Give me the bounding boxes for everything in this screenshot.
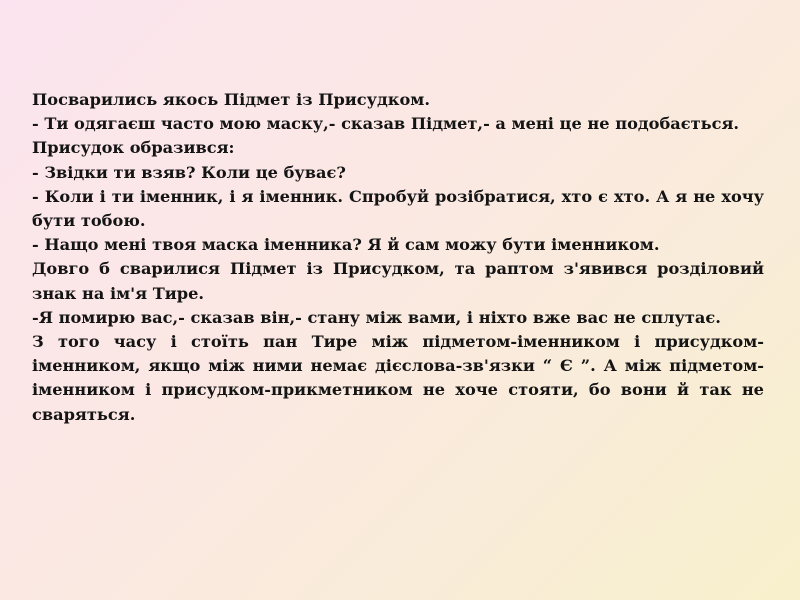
story-line-5: - Коли і ти іменник, і я іменник. Спробуй розібратися, хто є хто. А я не хочу бути тобою. <box>32 186 764 231</box>
story-line-7: Довго б сварилися Підмет із Присудком, та раптом з'явився розділовий знак на ім'я Тире. <box>32 259 764 303</box>
story-line-3: Присудок образився: <box>32 138 235 158</box>
story-line-4: - Звідки ти взяв? Коли це буває? <box>32 162 346 182</box>
story-line-6: - Нащо мені твоя маска іменника? Я й сам можу бути іменником. <box>32 235 660 255</box>
story-line-8: -Я помирю вас,- сказав він,- стану між вами, і ніхто вже вас не сплутає. <box>32 307 721 327</box>
story-line-2: - Ти одягаєш часто мою маску,- сказав Підмет,- а мені це не подобається. <box>32 114 740 134</box>
slide-text-block <box>32 88 764 427</box>
story-line-1: Посварились якось Підмет із Присудком. <box>32 90 430 109</box>
story-line-9: З того часу і стоїть пан Тире між підметом-іменником і присудком-іменником, якщо між ними немає дієслова-зв'язки “ Є ”. А між підметом-іменником і присудком-прикметником не хоче стояти, бо вони й так не сваряться. <box>32 332 764 424</box>
